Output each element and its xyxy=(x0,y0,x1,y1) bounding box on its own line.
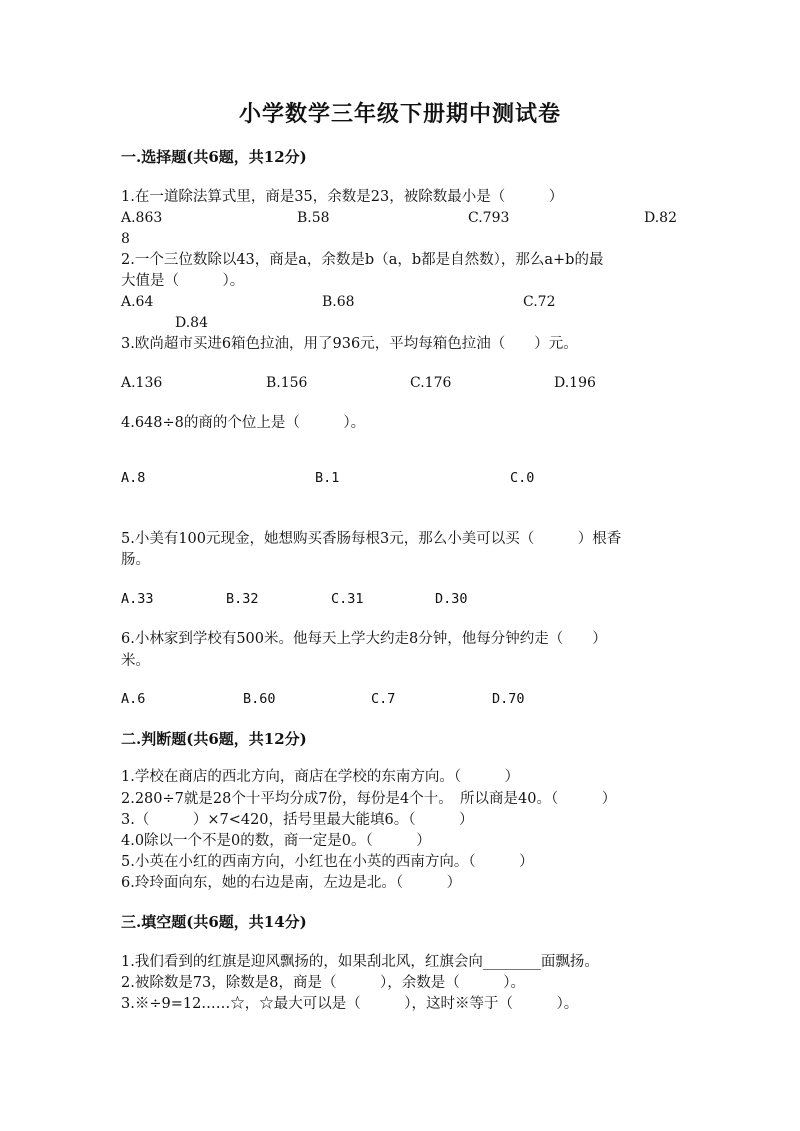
option-b: B.60 xyxy=(243,691,276,707)
option-c: C.31 xyxy=(331,591,364,607)
question-text: 2.一个三位数除以43，商是a，余数是b（a，b都是自然数），那么a+b的最 xyxy=(121,252,604,268)
option-b: B.156 xyxy=(266,375,308,391)
statement-item: 2.280÷7就是28个十平均分成7份，每份是4个十。 所以商是40。（ ） xyxy=(121,791,617,807)
statement-item: 1.学校在商店的西北方向，商店在学校的东南方向。（ ） xyxy=(121,769,520,785)
option-a: A.136 xyxy=(121,375,163,391)
option-wrap-text: 8 xyxy=(121,231,130,247)
option-d: D.196 xyxy=(554,375,596,391)
option-a: A.8 xyxy=(121,470,146,486)
option-c: C.176 xyxy=(410,375,452,391)
section-heading-fill-blank: 三.填空题(共6题，共14分) xyxy=(121,913,307,931)
option-d: D.70 xyxy=(492,691,525,707)
fill-blank-item: 2.被除数是73，除数是8，商是（ ），余数是（ ）。 xyxy=(121,975,526,991)
option-b: B.58 xyxy=(297,210,330,226)
option-a: A.64 xyxy=(121,294,154,310)
question-text-continued: 大值是（ ）。 xyxy=(121,273,245,289)
option-a: A.6 xyxy=(121,691,146,707)
statement-item: 3.（ ）×7<420，括号里最大能填6。（ ） xyxy=(121,812,474,828)
option-b: B.68 xyxy=(322,294,355,310)
option-c: C.0 xyxy=(510,470,535,486)
option-c: C.7 xyxy=(371,691,396,707)
option-b: B.1 xyxy=(315,470,340,486)
page-title: 小学数学三年级下册期中测试卷 xyxy=(238,101,561,127)
section-heading-true-false: 二.判断题(共6题，共12分) xyxy=(121,730,307,748)
question-text: 3.欧尚超市买进6箱色拉油，用了936元，平均每箱色拉油（ ）元。 xyxy=(121,336,578,352)
fill-blank-item: 1.我们看到的红旗是迎风飘扬的，如果刮北风，红旗会向________面飘扬。 xyxy=(121,954,599,970)
question-text-continued: 米。 xyxy=(121,653,150,669)
question-text-continued: 肠。 xyxy=(121,552,150,568)
option-d: D.30 xyxy=(435,591,468,607)
option-a: A.33 xyxy=(121,591,154,607)
option-c: C.793 xyxy=(468,210,510,226)
fill-blank-item: 3.※÷9=12……☆，☆最大可以是（ ），这时※等于（ ）。 xyxy=(121,996,579,1012)
question-text: 1.在一道除法算式里，商是35，余数是23，被除数最小是（ ） xyxy=(121,189,564,205)
option-c: C.72 xyxy=(523,294,556,310)
question-text: 4.648÷8的商的个位上是（ ）。 xyxy=(121,415,366,431)
option-d: D.82 xyxy=(644,210,677,226)
statement-item: 4.0除以一个不是0的数，商一定是0。（ ） xyxy=(121,833,431,849)
option-d: D.84 xyxy=(175,315,208,331)
question-text: 6.小林家到学校有500米。他每天上学大约走8分钟，他每分钟约走（ ） xyxy=(121,631,607,647)
statement-item: 5.小英在小红的西南方向，小红也在小英的西南方向。（ ） xyxy=(121,854,534,870)
section-heading-choice: 一.选择题(共6题，共12分) xyxy=(121,148,307,166)
option-a: A.863 xyxy=(121,210,163,226)
option-b: B.32 xyxy=(226,591,259,607)
question-text: 5.小美有100元现金，她想购买香肠每根3元，那么小美可以买（ ）根香 xyxy=(121,531,622,547)
statement-item: 6.玲玲面向东，她的右边是南，左边是北。（ ） xyxy=(121,875,462,891)
